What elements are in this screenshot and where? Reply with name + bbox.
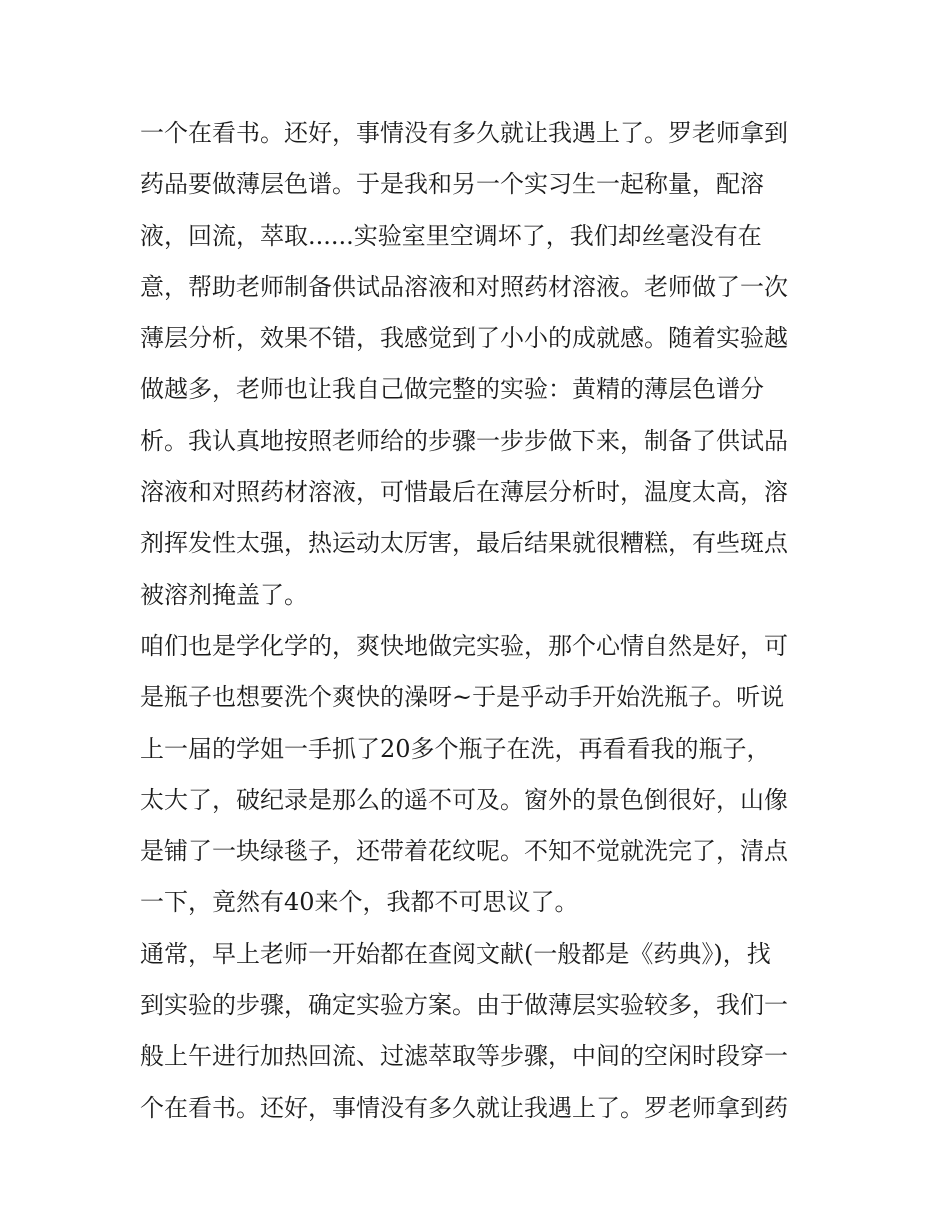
text-line: 溶液和对照药材溶液，可惜最后在薄层分析时，温度太高，溶 — [140, 478, 788, 507]
text-line: 上一届的学姐一手抓了20多个瓶子在洗，再看看我的瓶子， — [140, 734, 771, 763]
text-line: 是铺了一块绿毯子，还带着花纹呢。不知不觉就洗完了，清点 — [140, 837, 788, 866]
text-line: 剂挥发性太强，热运动太厉害，最后结果就很糟糕，有些斑点 — [140, 529, 788, 558]
text-line: 薄层分析，效果不错，我感觉到了小小的成就感。随着实验越 — [140, 324, 788, 353]
text-line: 做越多，老师也让我自己做完整的实验：黄精的薄层色谱分 — [140, 375, 764, 404]
text-line: 般上午进行加热回流、过滤萃取等步骤，中间的空闲时段穿一 — [140, 1042, 788, 1071]
text-line: 被溶剂掩盖了。 — [140, 580, 308, 609]
body-text — [140, 108, 820, 1134]
text-line: 太大了，破纪录是那么的遥不可及。窗外的景色倒很好，山像 — [140, 785, 788, 814]
text-line: 一个在看书。还好，事情没有多久就让我遇上了。罗老师拿到 — [140, 119, 788, 147]
text-line: 药品要做薄层色谱。于是我和另一个实习生一起称量，配溶 — [140, 170, 764, 199]
text-line: 是瓶子也想要洗个爽快的澡呀~于是乎动手开始洗瓶子。听说 — [140, 683, 785, 712]
text-line: 个在看书。还好，事情没有多久就让我遇上了。罗老师拿到药 — [140, 1093, 788, 1122]
text-line: 通常，早上老师一开始都在查阅文献(一般都是《药典》)，找 — [140, 939, 771, 968]
text-line: 一下，竟然有40来个，我都不可思议了。 — [140, 888, 579, 917]
text-line: 到实验的步骤，确定实验方案。由于做薄层实验较多，我们一 — [140, 991, 788, 1020]
text-line: 意，帮助老师制备供试品溶液和对照药材溶液。老师做了一次 — [140, 272, 788, 301]
text-line: 咱们也是学化学的，爽快地做完实验，那个心情自然是好，可 — [140, 631, 788, 660]
text-line: 液，回流，萃取......实验室里空调坏了，我们却丝毫没有在 — [140, 221, 762, 250]
text-line: 析。我认真地按照老师给的步骤一步步做下来，制备了供试品 — [140, 426, 788, 455]
